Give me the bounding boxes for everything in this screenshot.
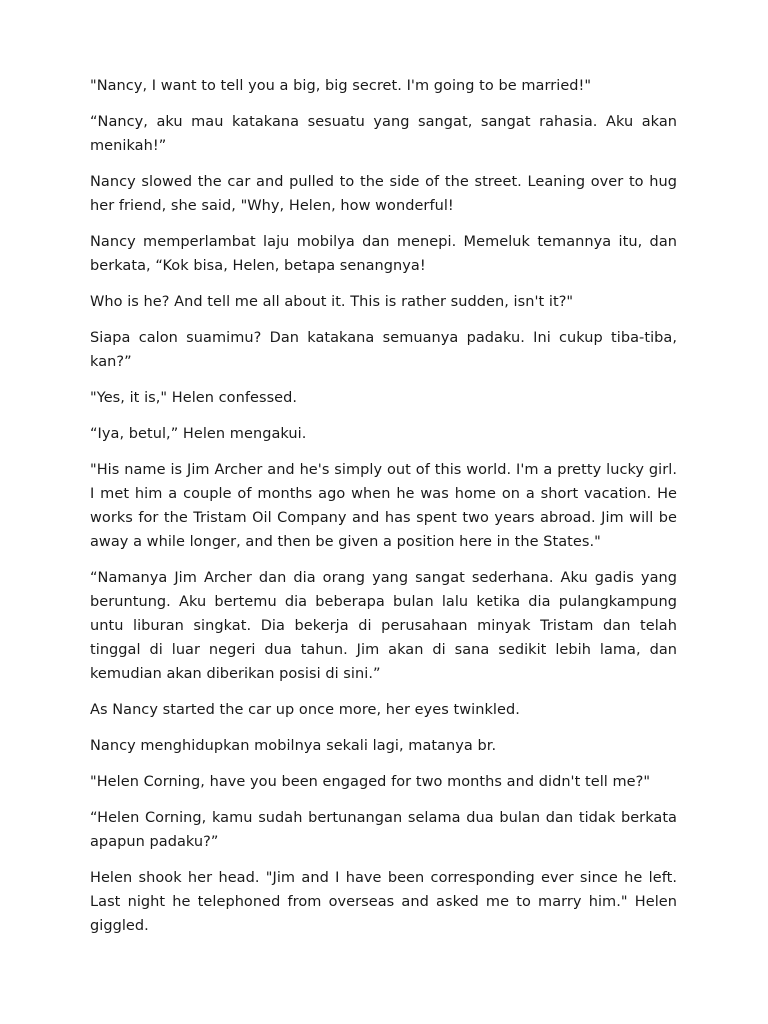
- paragraph-2: “Nancy, aku mau katakana sesuatu yang sangat, sangat rahasia. Aku akan menikah!”: [90, 114, 677, 154]
- paragraph-10: “Namanya Jim Archer dan dia orang yang sangat sederhana. Aku gadis yang beruntung. Aku bertemu dia beberapa bulan lalu ketika dia pulangkampung untu liburan singkat. Dia bekerja di perusahaan minyak Tristam dan telah tinggal di luar negeri dua tahun. Jim akan di sana sedikit lebih lama, dan kemudian akan diberikan posisi di sini.”: [90, 570, 677, 682]
- paragraph-8: “Iya, betul,” Helen mengakui.: [90, 426, 307, 442]
- paragraph-11: As Nancy started the car up once more, her eyes twinkled.: [90, 702, 520, 718]
- paragraph-5: Who is he? And tell me all about it. This is rather sudden, isn't it?": [90, 294, 574, 310]
- paragraph-4: Nancy memperlambat laju mobilya dan menepi. Memeluk temannya itu, dan berkata, “Kok bisa, Helen, betapa senangnya!: [90, 234, 677, 274]
- paragraph-9: "His name is Jim Archer and he's simply out of this world. I'm a pretty lucky girl. I met him a couple of months ago when he was home on a short vacation. He works for the Tristam Oil Company and has spent two years abroad. Jim will be away a while longer, and then be given a position here in the States.": [90, 462, 677, 550]
- paragraph-6: Siapa calon suamimu? Dan katakana semuanya padaku. Ini cukup tiba-tiba, kan?”: [90, 330, 677, 370]
- paragraph-14: “Helen Corning, kamu sudah bertunangan selama dua bulan dan tidak berkata apapun padaku?”: [90, 810, 677, 850]
- paragraph-7: "Yes, it is," Helen confessed.: [90, 390, 298, 406]
- paragraph-15: Helen shook her head. "Jim and I have been corresponding ever since he left. Last night he telephoned from overseas and asked me to marry him." Helen giggled.: [90, 870, 677, 934]
- paragraph-1: "Nancy, I want to tell you a big, big secret. I'm going to be married!": [90, 78, 592, 94]
- paragraph-12: Nancy menghidupkan mobilnya sekali lagi, matanya br.: [90, 738, 497, 754]
- document-page: [90, 74, 677, 950]
- paragraph-13: "Helen Corning, have you been engaged for two months and didn't tell me?": [90, 774, 651, 790]
- paragraph-3: Nancy slowed the car and pulled to the side of the street. Leaning over to hug her friend, she said, "Why, Helen, how wonderful!: [90, 174, 677, 214]
